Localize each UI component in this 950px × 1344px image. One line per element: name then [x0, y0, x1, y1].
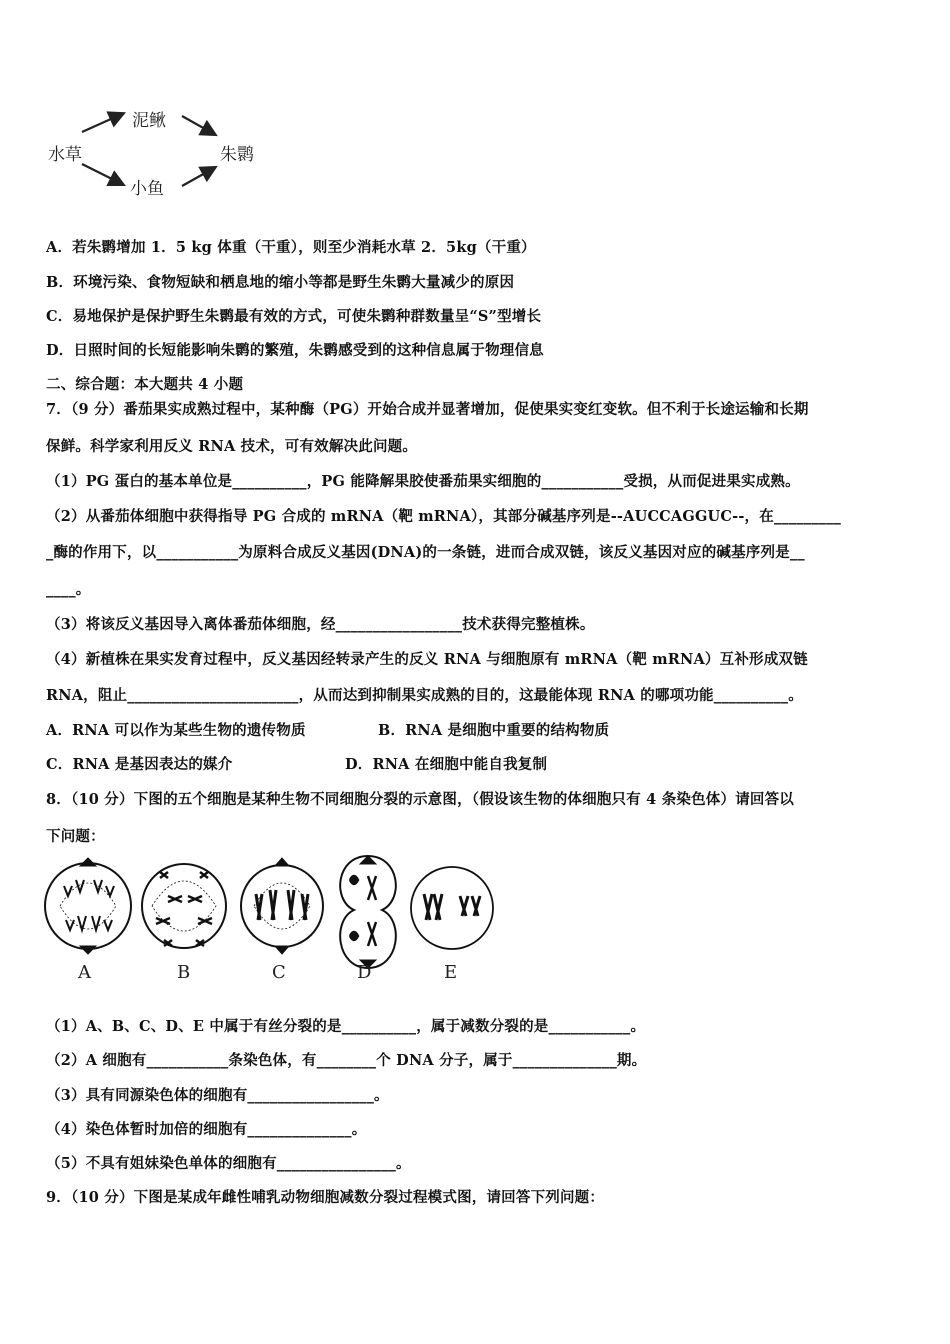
cell-c-drawing — [241, 858, 323, 954]
q7-part2-line2: _酶的作用下，以___________为原料合成反义基因(DNA)的一条链，进而合成双链，该反义基因对应的碱基序列是__ — [46, 544, 805, 561]
section-heading: 二、综合题：本大题共 4 小题 — [46, 376, 244, 393]
arrow-grass-to-fish — [82, 164, 122, 184]
q7-option-c: C．RNA 是基因表达的媒介 — [46, 756, 233, 773]
q6-option-d: D．日照时间的长短能影响朱鹮的繁殖，朱鹮感受到的这种信息属于物理信息 — [46, 342, 544, 359]
cell-e-drawing — [411, 867, 493, 949]
node-loach: 泥鳅 — [132, 111, 166, 131]
cell-drawings — [40, 850, 500, 980]
q8-part4: （4）染色体暂时加倍的细胞有______________。 — [46, 1121, 367, 1138]
cell-label-d: D — [357, 962, 372, 983]
node-ibis: 朱鹮 — [220, 145, 254, 165]
q7-intro-line1: 7．（9 分）番茄果实成熟过程中，某种酶（PG）开始合成并显著增加，促使果实变红变软。但不利于长途运输和长期 — [46, 401, 809, 418]
cell-label-c: C — [272, 962, 286, 983]
cell-label-b: B — [177, 962, 191, 983]
q7-part4-line1: （4）新植株在果实发育过程中，反义基因经转录产生的反义 RNA 与细胞原有 mRNA（靶 mRNA）互补形成双链 — [46, 651, 808, 668]
node-small-fish: 小鱼 — [130, 179, 164, 199]
cell-label-e: E — [444, 962, 458, 983]
arrow-loach-to-ibis — [182, 116, 214, 134]
q7-option-b: B．RNA 是细胞中重要的结构物质 — [378, 722, 610, 739]
cell-a-drawing — [45, 858, 131, 954]
q8-part3: （3）具有同源染色体的细胞有_________________。 — [46, 1087, 389, 1104]
q6-option-c: C．易地保护是保护野生朱鹮最有效的方式，可使朱鹮种群数量呈“S”型增长 — [46, 308, 542, 325]
q7-option-d: D．RNA 在细胞中能自我复制 — [345, 756, 548, 773]
q8-part5: （5）不具有姐妹染色单体的细胞有________________。 — [46, 1155, 411, 1172]
food-web-arrows — [0, 0, 270, 210]
cell-b-drawing — [142, 864, 226, 948]
q8-part2: （2）A 细胞有___________条染色体，有________个 DNA 分子，属于______________期。 — [46, 1052, 647, 1069]
q7-option-a: A．RNA 可以作为某些生物的遗传物质 — [46, 722, 306, 739]
q8-part1: （1）A、B、C、D、E 中属于有丝分裂的是__________，属于减数分裂的是___________。 — [46, 1018, 646, 1035]
arrow-grass-to-loach — [82, 114, 122, 132]
q7-intro-line2: 保鲜。科学家利用反义 RNA 技术，可有效解决此问题。 — [46, 438, 418, 455]
q8-intro-line2: 下问题： — [46, 828, 105, 845]
cell-label-a: A — [78, 962, 91, 983]
cell-d-drawing — [340, 856, 396, 968]
q6-option-b: B．环境污染、食物短缺和栖息地的缩小等都是野生朱鹮大量减少的原因 — [46, 274, 515, 291]
q7-part2-line3: ____。 — [46, 581, 91, 598]
arrow-fish-to-ibis — [182, 168, 214, 186]
q8-intro-line1: 8．（10 分）下图的五个细胞是某种生物不同细胞分裂的示意图，（假设该生物的体细胞只有 4 条染色体）请回答以 — [46, 791, 794, 808]
q9-intro: 9．（10 分）下图是某成年雌性哺乳动物细胞减数分裂过程模式图，请回答下列问题： — [46, 1189, 605, 1206]
q7-part3: （3）将该反义基因导入离体番茄体细胞，经_________________技术获得完整植株。 — [46, 616, 595, 633]
q7-part1: （1）PG 蛋白的基本单位是__________，PG 能降解果胶使番茄果实细胞的___________受损，从而促进果实成熟。 — [46, 473, 800, 490]
q7-part4-line2: RNA，阻止_______________________，从而达到抑制果实成熟的目的，这最能体现 RNA 的哪项功能__________。 — [46, 687, 803, 704]
node-water-grass: 水草 — [48, 145, 82, 165]
q6-option-a: A．若朱鹮增加 1．5 kg 体重（干重），则至少消耗水草 2．5kg（干重） — [46, 239, 536, 256]
q7-part2-line1: （2）从番茄体细胞中获得指导 PG 合成的 mRNA（靶 mRNA），其部分碱基序列是--AUCCAGGUC--，在_________ — [46, 508, 842, 525]
